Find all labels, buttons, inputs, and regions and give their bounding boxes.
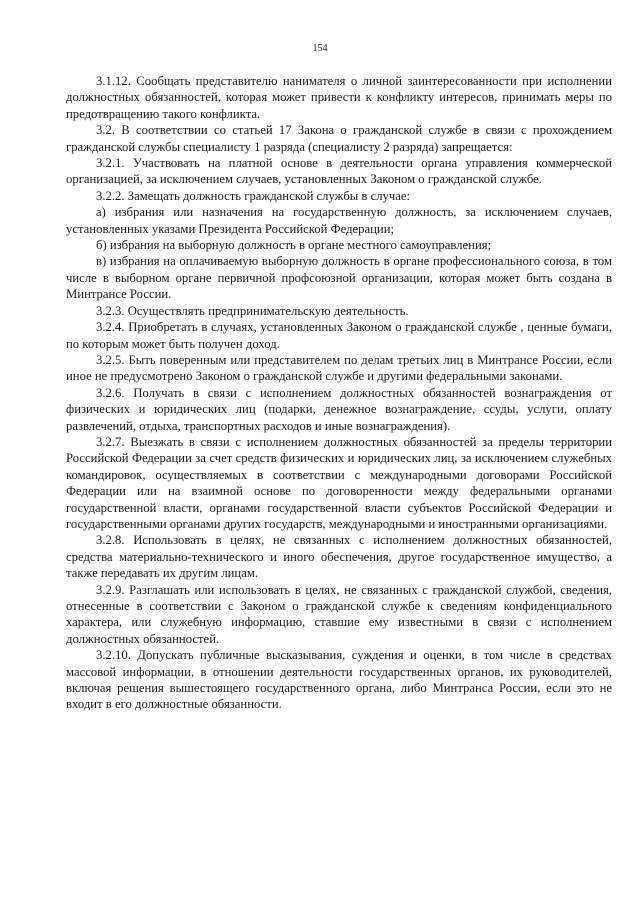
paragraph-3-1-12: 3.1.12. Сообщать представителю нанимателя о личной заинтересованности при исполнении должностных обязанностей, которая может привести к конфликту интересов, принимать меры по предотвращению такого конфликта. [66, 74, 612, 121]
paragraph-3-2-4: 3.2.4. Приобретать в случаях, установленных Законом о гражданской службе , ценные бумаги, по которым может быть получен доход. [66, 320, 612, 351]
paragraph-3-2-6: 3.2.6. Получать в связи с исполнением должностных обязанностей вознаграждения от физических и юридических лиц (подарки, денежное вознаграждение, ссуды, услуги, оплату развлечений, отдыха, транспортных расходов и иные вознаграждения). [66, 385, 612, 433]
page-number: 154 [312, 43, 328, 54]
paragraph-3-2-7: 3.2.7. Выезжать в связи с исполнением должностных обязанностей за пределы территории Российской Федерации за счет средств физических и юридических лиц, за исключением служебных командировок, осуществляемых в соответствии с международными договорами Российской Федерации или на взаимной основе по договоренности между федеральными органами государственной власти, органами государственной власти субъектов Российской Федерации и государственными органами других государств, международными и иностранными организациями. [66, 434, 612, 531]
paragraph-3-2-2-a: а) избрания или назначения на государственную должность, за исключением случаев, установленных указами Президента Российской Федерации; [66, 205, 612, 236]
paragraph-3-2-10: 3.2.10. Допускать публичные высказывания, суждения и оценки, в том числе в средствах массовой информации, в отношении деятельности государственных органов, их руководителей, включая решения вышестоящего государственного органа, либо Минтранса России, если это не входит в его должностные обязанности. [66, 648, 612, 712]
paragraph-3-2-3: 3.2.3. Осуществлять предпринимательскую деятельность. [96, 303, 409, 318]
paragraph-3-2-2: 3.2.2. Замещать должность гражданской службы в случае: [96, 188, 411, 203]
paragraph-3-2-8: 3.2.8. Использовать в целях, не связанных с исполнением должностных обязанностей, средства материально-технического и иного обеспечения, другое государственное имущество, а также передавать их другим лицам. [66, 533, 612, 581]
paragraph-3-2-9: 3.2.9. Разглашать или использовать в целях, не связанных с гражданской службой, сведения, отнесенные в соответствии с Законом о гражданской службе к сведениям конфиденциального характера, или служебную информацию, ставшие ему известными в связи с исполнением должностных обязанностей. [66, 582, 612, 646]
document-body [66, 73, 612, 713]
paragraph-3-2-5: 3.2.5. Быть поверенным или представителем по делам третьих лиц в Минтрансе России, если иное не предусмотрено Законом о гражданской службе и другими федеральными законами. [66, 352, 612, 384]
paragraph-3-2-2-b: б) избрания на выборную должность в органе местного самоуправления; [96, 238, 492, 253]
paragraph-3-2-2-v: в) избрания на оплачиваемую выборную должность в органе профессионального союза, в том числе в выборном органе первичной профсоюзной организации, которая может быть создана в Минтрансе России. [66, 254, 612, 302]
paragraph-3-2-1: 3.2.1. Участвовать на платной основе в деятельности органа управления коммерческой организацией, за исключением случаев, установленных Законом о гражданской службе. [66, 156, 612, 187]
paragraph-3-2: 3.2. В соответствии со статьей 17 Закона о гражданской службе в связи с прохождением гражданской службы специалисту 1 разряда (специалисту 2 разряда) запрещается: [66, 123, 612, 154]
